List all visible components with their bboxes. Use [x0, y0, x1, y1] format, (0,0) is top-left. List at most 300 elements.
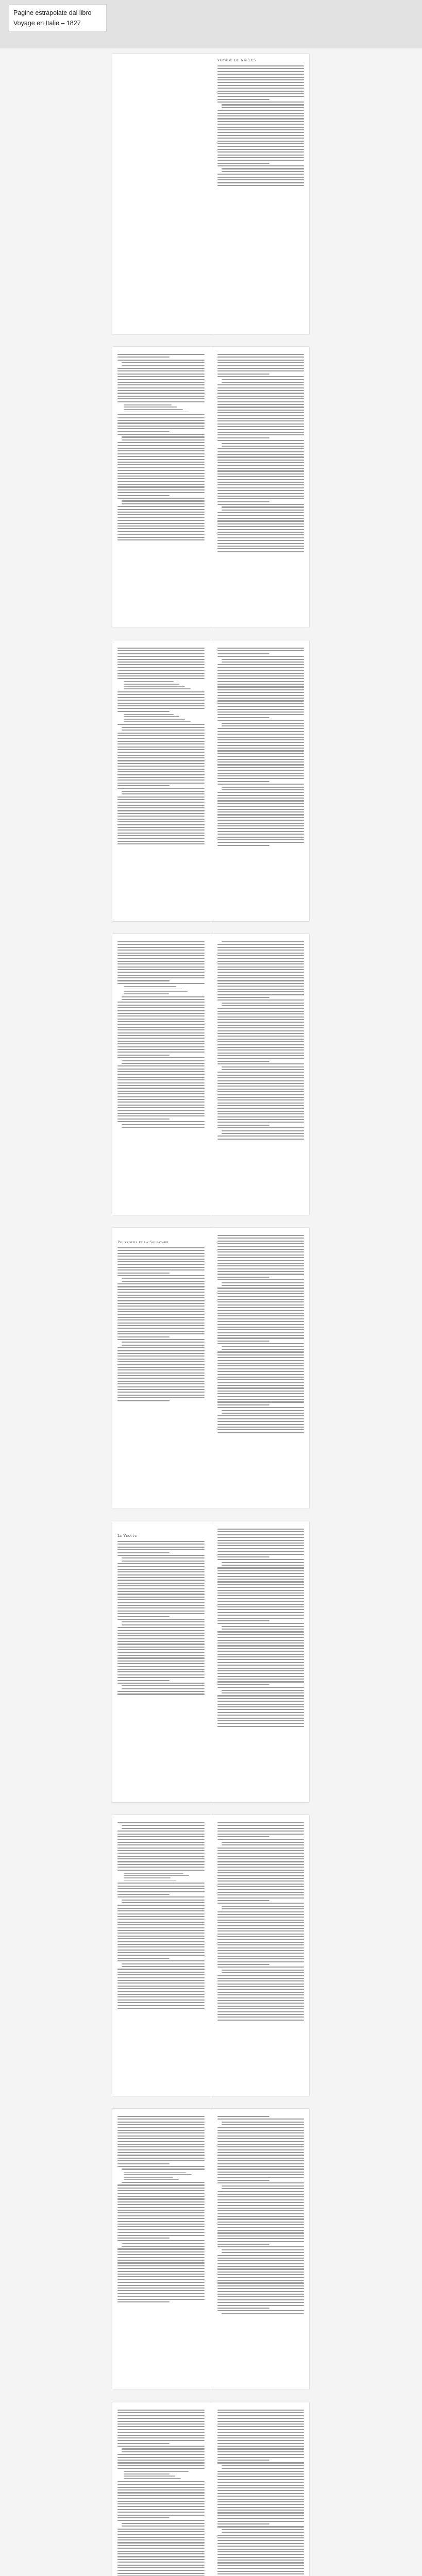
text-line [122, 365, 205, 366]
text-line [217, 1715, 304, 1716]
text-line [217, 831, 304, 832]
text-line [222, 1562, 304, 1563]
text-line [217, 2160, 304, 2161]
book-spread [112, 1815, 309, 2096]
text-line [217, 1984, 304, 1985]
text-line [117, 1074, 205, 1075]
text-line [117, 2462, 205, 2463]
document-header [0, 0, 422, 48]
text-line [117, 1295, 205, 1296]
section-heading: Le Vésuve [117, 1534, 137, 1538]
text-line [217, 1606, 304, 1607]
text-line [217, 476, 304, 477]
text-line [117, 747, 205, 748]
text-line [217, 2487, 304, 2488]
text-line [117, 2221, 205, 2222]
text-line [217, 958, 304, 959]
text-line [217, 151, 304, 152]
verse-line [124, 2174, 192, 2175]
text-line [217, 540, 304, 541]
text-line [217, 1011, 304, 1012]
text-line [117, 1027, 205, 1028]
text-line [217, 88, 304, 89]
text-line [217, 1321, 304, 1322]
text-line [217, 1354, 304, 1355]
text-line [117, 2008, 205, 2009]
text-line [117, 382, 205, 383]
text-line [217, 1556, 269, 1557]
text-line [117, 1585, 205, 1586]
text-line [222, 659, 304, 660]
text-line [217, 1698, 304, 1699]
text-line [117, 1861, 205, 1862]
text-line [222, 723, 304, 724]
text-line [117, 2484, 205, 2485]
text-line [217, 1848, 304, 1849]
text-line [217, 2244, 269, 2245]
text-line [117, 520, 205, 521]
text-line [117, 1400, 170, 1401]
text-line [117, 1121, 205, 1122]
text-line [217, 1429, 304, 1430]
text-line [217, 1934, 304, 1935]
text-line [217, 967, 304, 968]
text-line [217, 127, 304, 128]
text-line [217, 2241, 304, 2242]
text-line [117, 2501, 205, 2502]
text-line [217, 1884, 304, 1885]
text-line [117, 833, 205, 834]
text-line [122, 2526, 205, 2527]
text-line [117, 1002, 205, 1003]
text-line [117, 662, 205, 663]
text-line [117, 963, 205, 964]
text-line [117, 653, 205, 654]
text-line [117, 1099, 205, 1100]
text-line [217, 1387, 304, 1388]
text-line [217, 1994, 304, 1995]
text-line [217, 2263, 304, 2264]
text-line [217, 368, 304, 369]
text-line [117, 1055, 170, 1056]
text-line [217, 795, 304, 796]
text-line [217, 360, 304, 361]
text-line [217, 1676, 304, 1677]
text-line [217, 2479, 304, 2480]
text-line [217, 362, 304, 363]
text-line [217, 2571, 304, 2572]
text-line [117, 489, 205, 490]
text-line [117, 656, 205, 657]
text-line [117, 2232, 205, 2233]
text-line [217, 1030, 304, 1031]
text-line [217, 1834, 304, 1835]
text-line [117, 1069, 205, 1070]
text-line [117, 1046, 205, 1047]
text-line [217, 2213, 304, 2214]
text-line [217, 1944, 304, 1945]
text-line [217, 415, 304, 416]
text-line [217, 406, 304, 408]
text-line [217, 1125, 269, 1126]
text-line [117, 1259, 205, 1260]
text-line [217, 2288, 304, 2289]
text-line [222, 1346, 304, 1347]
text-line [217, 387, 304, 388]
text-line [117, 697, 205, 698]
text-line [217, 537, 304, 538]
text-line [217, 1287, 304, 1289]
text-line [222, 1133, 304, 1134]
text-line [117, 743, 205, 744]
text-line [117, 1613, 205, 1614]
text-line [217, 737, 304, 738]
text-line [217, 1930, 304, 1931]
text-line [217, 546, 304, 547]
text-line [117, 1842, 205, 1843]
text-line [117, 2127, 205, 2128]
text-line [117, 1057, 205, 1058]
text-line [117, 2443, 170, 2444]
text-line [217, 2191, 304, 2192]
text-line [117, 1922, 205, 1923]
text-line [117, 2132, 205, 2133]
text-line [217, 551, 304, 552]
text-line [217, 2177, 304, 2178]
text-line [217, 1850, 304, 1851]
text-line [217, 2521, 304, 2522]
text-line [117, 426, 205, 427]
text-line [222, 2529, 304, 2530]
text-line [217, 989, 304, 990]
text-line [117, 2144, 205, 2145]
text-line [217, 800, 304, 801]
text-line [117, 2517, 170, 2518]
text-line [117, 434, 205, 435]
verse-line [124, 2476, 175, 2477]
text-line [117, 478, 205, 479]
text-line [222, 1842, 304, 1843]
text-line [217, 482, 304, 483]
text-line [117, 354, 205, 355]
text-line [117, 799, 205, 800]
text-line [217, 1047, 304, 1048]
verse-quotation [124, 681, 205, 689]
document-title-box [9, 4, 107, 32]
text-block [217, 1529, 304, 1727]
text-line [117, 1571, 205, 1572]
text-line [217, 1947, 304, 1948]
text-line [117, 414, 205, 415]
text-line [117, 1010, 205, 1011]
text-line [117, 788, 205, 789]
text-line [217, 1587, 304, 1588]
text-line [222, 2249, 304, 2250]
text-line [122, 1685, 205, 1686]
text-line [222, 1003, 304, 1004]
text-line [217, 1379, 304, 1380]
text-line [117, 517, 205, 518]
text-line [217, 837, 304, 838]
text-line [117, 396, 205, 397]
text-line [117, 1317, 205, 1318]
text-line [217, 2435, 304, 2436]
text-line [217, 2119, 304, 2120]
text-line [117, 2454, 205, 2455]
text-line [217, 2490, 304, 2491]
text-line [117, 1577, 205, 1578]
text-line [117, 1633, 205, 1634]
text-line [217, 470, 304, 471]
text-line [117, 1974, 205, 1975]
text-line [117, 1930, 205, 1931]
book-spread [112, 2109, 309, 2389]
text-line [217, 1914, 304, 1915]
text-line [117, 2248, 205, 2249]
text-line [122, 1278, 205, 1279]
text-line [217, 750, 304, 751]
text-line [217, 2014, 304, 2015]
text-line [117, 2299, 205, 2300]
text-line [217, 1116, 304, 1117]
verse-line [124, 1873, 183, 1874]
text-line [217, 2149, 304, 2150]
text-line [217, 2006, 304, 2007]
text-line [117, 703, 205, 704]
verse-line [124, 993, 169, 994]
text-line [217, 437, 269, 438]
text-line [117, 2542, 205, 2543]
text-line [117, 1333, 205, 1334]
text-line [217, 1089, 304, 1090]
text-line [117, 1955, 205, 1956]
text-line [117, 771, 205, 772]
text-line [217, 1880, 304, 1882]
text-line [217, 370, 304, 371]
text-line [122, 2168, 205, 2170]
text-line [117, 1844, 205, 1845]
text-line [117, 1549, 205, 1550]
text-line [217, 2512, 304, 2513]
text-line [117, 1977, 205, 1978]
text-line [217, 77, 304, 78]
text-line [217, 2429, 304, 2430]
document-title-line-1: Pagine estrapolate dal libro [13, 9, 92, 16]
text-line [217, 141, 304, 142]
text-line [217, 2437, 304, 2438]
text-line [117, 2124, 205, 2125]
text-line [117, 2503, 205, 2504]
text-line [117, 2296, 205, 2297]
text-line [117, 1691, 205, 1692]
text-line [217, 2485, 304, 2486]
text-line [217, 1662, 304, 1663]
text-line [217, 2523, 269, 2524]
text-line [217, 2526, 304, 2527]
text-line [217, 670, 304, 671]
text-line [117, 1905, 205, 1906]
text-line [117, 2489, 205, 2490]
right-page [211, 347, 309, 628]
verse-line [124, 2179, 179, 2180]
text-line [117, 1552, 170, 1553]
text-line [117, 1077, 205, 1078]
text-line [217, 454, 304, 455]
text-block [117, 2116, 205, 2302]
text-line [217, 734, 304, 735]
text-line [217, 731, 304, 732]
left-page [112, 934, 211, 1215]
text-line [217, 1432, 304, 1433]
text-line [217, 110, 304, 111]
left-page [112, 347, 211, 628]
text-line [217, 1861, 304, 1862]
text-line [217, 947, 304, 948]
text-line [217, 994, 304, 995]
text-line [217, 2518, 304, 2519]
text-line [217, 1036, 304, 1037]
text-line [117, 2556, 205, 2557]
text-line [217, 2168, 304, 2170]
text-line [217, 534, 304, 535]
verse-line [124, 686, 185, 687]
text-line [117, 1392, 205, 1393]
book-spread [112, 1228, 309, 1509]
text-line [117, 1980, 205, 1981]
text-line [117, 2293, 205, 2294]
text-line [117, 1101, 205, 1103]
text-line [217, 1540, 304, 1541]
text-line [217, 410, 304, 411]
text-line [117, 2515, 205, 2516]
text-line [217, 2260, 304, 2261]
text-line [217, 1103, 304, 1104]
text-line [122, 2451, 205, 2452]
text-line [217, 1889, 304, 1890]
text-line [117, 2285, 205, 2286]
text-line [217, 365, 304, 366]
text-line [217, 65, 304, 66]
text-line [217, 2210, 304, 2211]
text-line [117, 1888, 205, 1889]
text-line [117, 1891, 205, 1892]
text-line [117, 1867, 205, 1868]
text-block [117, 1822, 205, 2009]
text-line [217, 1573, 304, 1574]
verse-line [124, 409, 183, 410]
text-line [217, 703, 304, 704]
text-line [117, 763, 205, 764]
text-line [217, 1255, 304, 1256]
text-line [217, 975, 304, 976]
text-line [117, 659, 205, 660]
text-line [217, 2510, 304, 2511]
text-line [117, 370, 205, 371]
text-line [122, 1063, 205, 1064]
text-line [217, 2011, 304, 2012]
text-line [117, 1588, 205, 1589]
text-line [117, 1647, 205, 1648]
text-line [217, 753, 304, 754]
text-line [217, 138, 304, 139]
text-line [117, 1605, 205, 1606]
text-line [217, 1019, 304, 1020]
verse-line [124, 991, 188, 992]
text-line [117, 1339, 205, 1340]
text-line [117, 1991, 205, 1992]
text-line [117, 1677, 205, 1678]
text-line [217, 91, 304, 92]
text-line [217, 2208, 304, 2209]
text-line [117, 1306, 205, 1307]
text-line [117, 1292, 205, 1293]
text-line [217, 961, 304, 962]
text-line [217, 1108, 304, 1109]
text-line [217, 999, 304, 1001]
text-line [122, 436, 205, 437]
text-line [217, 2410, 304, 2411]
text-line [217, 1903, 304, 1904]
verse-line [124, 2172, 186, 2173]
text-line [117, 2251, 205, 2252]
text-line [117, 2432, 205, 2433]
text-line [217, 1080, 304, 1081]
verse-line [124, 714, 174, 715]
text-line [217, 656, 304, 657]
text-line [217, 404, 304, 405]
text-line [217, 1099, 304, 1100]
text-line [217, 160, 304, 161]
text-line [117, 523, 205, 524]
text-line [122, 1966, 205, 1967]
text-line [117, 1946, 205, 1947]
text-line [217, 759, 304, 760]
text-line [217, 68, 304, 69]
text-line [117, 1013, 205, 1014]
text-line [217, 451, 304, 452]
right-page [211, 2402, 309, 2576]
text-line [117, 495, 170, 496]
text-line [117, 1250, 205, 1251]
text-line [217, 423, 304, 425]
text-line [217, 2266, 304, 2267]
text-line [217, 1701, 304, 1702]
text-line [117, 2138, 205, 2139]
text-line [117, 1994, 205, 1995]
text-line [217, 124, 304, 125]
text-line [122, 1688, 205, 1689]
text-line [217, 82, 304, 83]
text-line [117, 1361, 205, 1362]
text-line [222, 2313, 304, 2314]
text-block [217, 354, 304, 552]
text-line [217, 1925, 304, 1926]
text-line [217, 1363, 304, 1364]
text-line [117, 1919, 205, 1920]
text-line [217, 1122, 304, 1123]
text-line [117, 2238, 170, 2239]
text-line [217, 1656, 304, 1657]
text-line [217, 2194, 304, 2195]
text-line [217, 1548, 304, 1549]
text-line [217, 1427, 304, 1428]
text-line [217, 2205, 304, 2206]
text-line [217, 2415, 304, 2416]
text-line [217, 501, 269, 502]
verse-line [124, 2471, 189, 2472]
text-line [217, 543, 304, 544]
text-line [117, 374, 205, 375]
